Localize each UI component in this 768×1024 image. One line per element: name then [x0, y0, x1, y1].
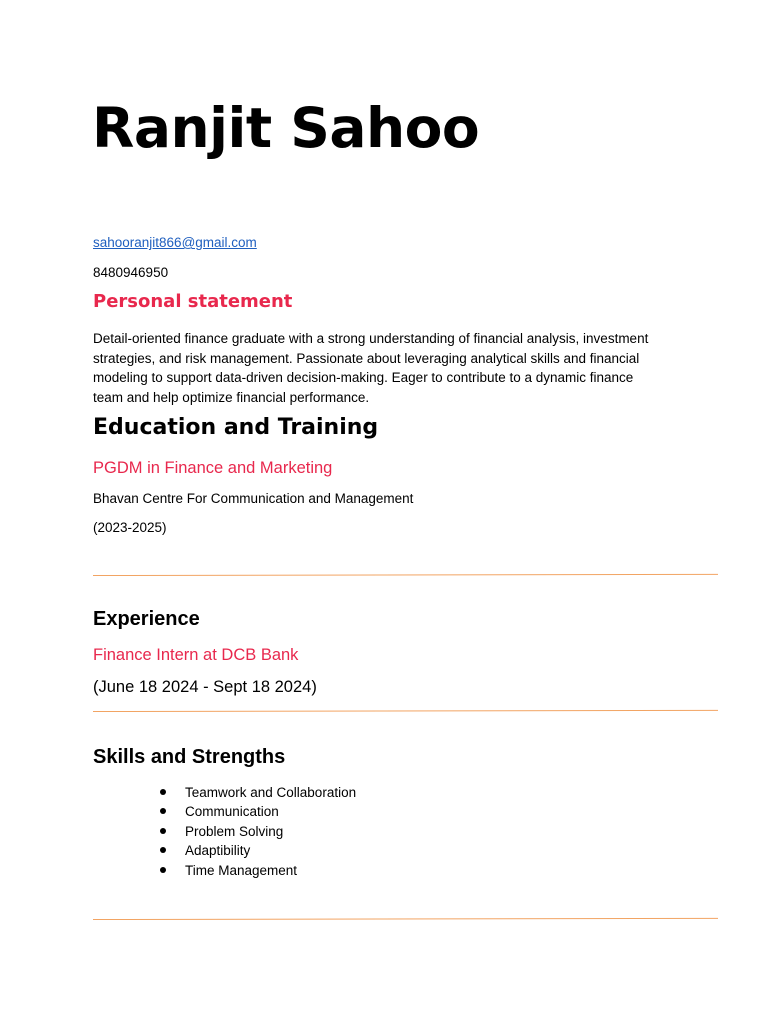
skill-label: Communication	[185, 804, 279, 820]
education-heading: Education and Training	[93, 415, 379, 440]
section-divider	[93, 574, 718, 576]
phone-number: 8480946950	[93, 265, 169, 280]
skill-item	[160, 861, 356, 880]
skills-heading: Skills and Strengths	[93, 746, 286, 768]
experience-heading: Experience	[93, 608, 200, 630]
skill-label: Adaptibility	[185, 843, 251, 859]
skills-list	[160, 783, 356, 880]
personal-statement-heading: Personal statement	[93, 291, 293, 312]
bullet-icon	[160, 808, 166, 814]
skill-label: Time Management	[185, 862, 298, 878]
bullet-icon	[160, 867, 166, 873]
skill-item	[160, 783, 356, 802]
education-institution: Bhavan Centre For Communication and Management	[93, 491, 414, 506]
skill-item	[160, 841, 356, 860]
skill-item	[160, 802, 356, 821]
personal-statement-text: Detail-oriented finance graduate with a strong understanding of financial analysis, investment strategies, and risk management. Passionate about leveraging analytical skills and financial modeling to support data-driven decision-making. Eager to contribute to a dynamic finance team and help optimize financial performance.	[93, 331, 649, 405]
skill-item	[160, 822, 356, 841]
bullet-icon	[160, 789, 166, 795]
bullet-icon	[160, 847, 166, 853]
bullet-icon	[160, 828, 166, 834]
experience-role: Finance Intern at DCB Bank	[93, 646, 299, 664]
candidate-name: Ranjit Sahoo	[92, 96, 480, 160]
education-years: (2023-2025)	[93, 520, 167, 535]
skill-label: Problem Solving	[185, 823, 284, 839]
email-link[interactable]: sahooranjit866@gmail.com	[93, 235, 257, 250]
section-divider	[93, 918, 718, 920]
skill-label: Teamwork and Collaboration	[185, 785, 357, 800]
experience-dates: (June 18 2024 - Sept 18 2024)	[93, 678, 317, 696]
section-divider	[93, 710, 718, 712]
education-degree: PGDM in Finance and Marketing	[93, 459, 333, 477]
